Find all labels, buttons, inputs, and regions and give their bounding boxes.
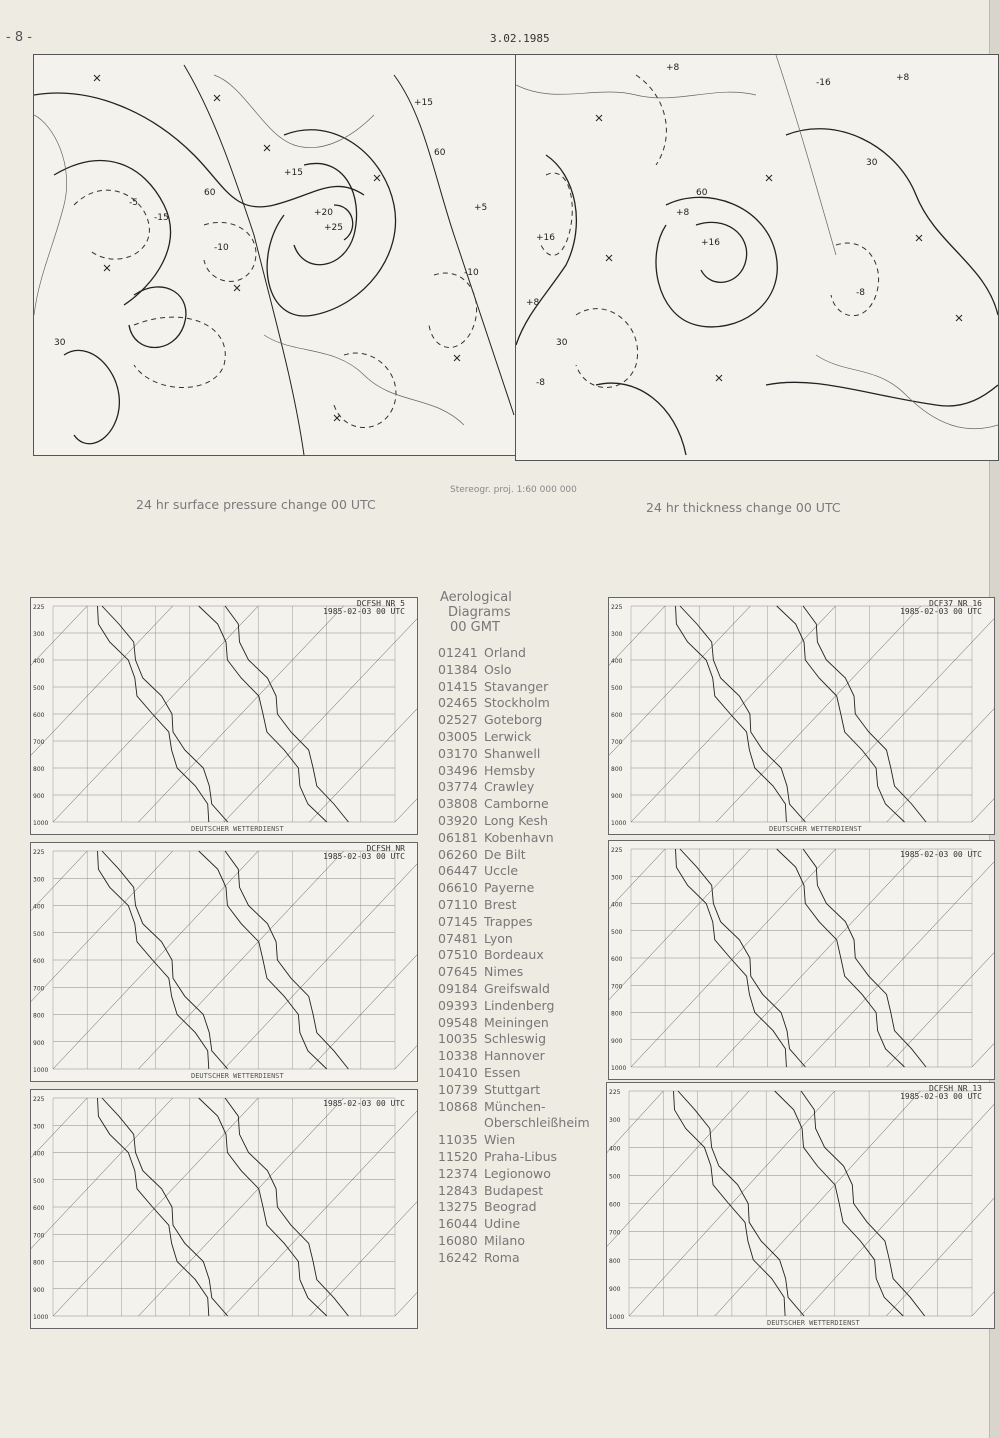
svg-text:900: 900	[611, 793, 623, 800]
page-number: - 8 -	[6, 30, 32, 45]
station-row	[426, 847, 596, 864]
station-name: De Bilt	[484, 846, 526, 862]
thickness-caption: 24 hr thickness change 00 UTC	[646, 500, 841, 515]
station-name: Long Kesh	[484, 812, 548, 828]
station-name: Trappes	[484, 913, 533, 929]
station-number: 12843	[438, 1182, 478, 1198]
svg-text:800: 800	[33, 766, 45, 773]
station-name: Meiningen	[484, 1014, 549, 1030]
station-row	[426, 897, 596, 914]
station-number: 10035	[438, 1031, 478, 1047]
aerological-diagram	[606, 1082, 995, 1329]
diagram-datetime: 1985-02-03 00 UTC	[900, 1092, 982, 1101]
surface-pressure-change-map	[33, 54, 517, 456]
station-row	[426, 779, 596, 796]
svg-text:225: 225	[33, 1096, 45, 1103]
svg-text:1000: 1000	[611, 820, 627, 827]
svg-text:400: 400	[33, 903, 45, 911]
legend-title-3: 00 GMT	[450, 620, 500, 635]
station-name: Stuttgart	[484, 1081, 541, 1097]
station-number: 07481	[438, 930, 478, 946]
svg-text:800: 800	[611, 1010, 623, 1018]
svg-text:700: 700	[611, 739, 623, 746]
station-name: Shanwell	[484, 745, 541, 761]
svg-text:700: 700	[609, 1229, 621, 1237]
svg-text:60: 60	[696, 188, 708, 198]
svg-text:+15: +15	[284, 168, 303, 178]
station-number: 11035	[438, 1132, 478, 1148]
svg-text:300: 300	[33, 876, 45, 884]
diagram-grid	[609, 841, 994, 1079]
station-name: Crawley	[484, 779, 535, 795]
svg-text:-10: -10	[214, 243, 229, 253]
svg-text:-15: -15	[154, 213, 169, 223]
station-row	[426, 964, 596, 981]
station-number: 10739	[438, 1081, 478, 1097]
aerological-diagram	[608, 597, 995, 835]
station-number: 02465	[438, 695, 478, 711]
station-number: 09548	[438, 1014, 478, 1030]
svg-text:500: 500	[611, 685, 623, 692]
svg-text:300: 300	[611, 631, 623, 638]
station-name: Beograd	[484, 1199, 537, 1215]
station-name: Legionowo	[484, 1165, 551, 1181]
station-number: 13275	[438, 1199, 478, 1215]
diagram-code: DCFSH NR 13	[929, 1084, 982, 1093]
station-row	[426, 1099, 596, 1116]
svg-text:+25: +25	[324, 223, 343, 233]
svg-text:900: 900	[33, 1039, 45, 1047]
svg-text:1000: 1000	[611, 1065, 627, 1072]
aerological-diagram	[30, 842, 418, 1082]
thickness-map-drawing	[516, 55, 998, 460]
station-row	[426, 1048, 596, 1065]
diagram-grid	[31, 598, 417, 834]
station-name: Camborne	[484, 796, 549, 812]
station-row	[426, 998, 596, 1015]
svg-text:900: 900	[33, 793, 45, 800]
station-name: Lyon	[484, 930, 513, 946]
diagram-footer: DEUTSCHER WETTERDIENST	[191, 1072, 284, 1080]
station-number: 03005	[438, 728, 478, 744]
diagram-footer: DEUTSCHER WETTERDIENST	[191, 825, 284, 833]
station-number: 01415	[438, 678, 478, 694]
station-row	[426, 931, 596, 948]
station-name: Oslo	[484, 661, 512, 677]
station-row	[426, 863, 596, 880]
pressure-map-drawing	[34, 55, 516, 455]
station-name: Hannover	[484, 1048, 545, 1064]
station-number: 03774	[438, 779, 478, 795]
svg-text:60: 60	[434, 148, 446, 158]
station-number: 02527	[438, 712, 478, 728]
station-row	[426, 830, 596, 847]
svg-text:600: 600	[33, 1205, 45, 1212]
station-name: Praha-Libus	[484, 1148, 558, 1164]
station-name: Hemsby	[484, 762, 536, 778]
station-list	[426, 645, 596, 1266]
projection-note: Stereogr. proj. 1:60 000 000	[450, 485, 577, 495]
station-number: 09393	[438, 997, 478, 1013]
station-name: Greifswald	[484, 980, 550, 996]
svg-text:30: 30	[556, 338, 568, 348]
svg-text:500: 500	[33, 930, 45, 938]
station-number: 03496	[438, 762, 478, 778]
svg-text:+8: +8	[666, 63, 680, 73]
station-row	[426, 813, 596, 830]
svg-text:400: 400	[33, 658, 45, 665]
svg-text:400: 400	[611, 901, 623, 909]
station-row	[426, 914, 596, 931]
svg-text:-16: -16	[816, 78, 831, 88]
station-row	[426, 746, 596, 763]
svg-text:1000: 1000	[609, 1314, 625, 1321]
station-number: 10868	[438, 1098, 478, 1114]
diagram-datetime: 1985-02-03 00 UTC	[900, 607, 982, 616]
station-number: 01241	[438, 645, 478, 660]
svg-text:800: 800	[611, 766, 623, 773]
surface-pressure-caption: 24 hr surface pressure change 00 UTC	[136, 497, 376, 512]
station-number: 09184	[438, 980, 478, 996]
station-row	[426, 1065, 596, 1082]
station-name: Wien	[484, 1132, 516, 1148]
station-number: 07110	[438, 896, 478, 912]
station-row	[426, 1233, 596, 1250]
station-name: Stockholm	[484, 695, 550, 711]
station-row	[426, 981, 596, 998]
diagram-datetime: 1985-02-03 00 UTC	[900, 850, 982, 859]
station-name: Brest	[484, 896, 517, 912]
svg-text:700: 700	[611, 983, 623, 991]
station-number: 06260	[438, 846, 478, 862]
svg-text:700: 700	[33, 739, 45, 746]
station-name: Stavanger	[484, 678, 549, 694]
station-name: Lindenberg	[484, 997, 555, 1013]
svg-text:225: 225	[33, 604, 45, 611]
svg-text:30: 30	[54, 338, 66, 348]
station-row	[426, 1183, 596, 1200]
svg-text:400: 400	[33, 1150, 45, 1158]
svg-text:600: 600	[611, 956, 623, 963]
station-row	[426, 1250, 596, 1267]
svg-text:800: 800	[609, 1257, 621, 1265]
diagram-code: DCF37 NR 16	[929, 599, 982, 608]
station-name: Payerne	[484, 880, 535, 896]
diagram-footer: DEUTSCHER WETTERDIENST	[769, 825, 862, 833]
svg-text:600: 600	[609, 1201, 621, 1209]
station-row	[426, 662, 596, 679]
svg-text:-5: -5	[129, 198, 138, 208]
svg-text:300: 300	[611, 874, 623, 882]
svg-text:1000: 1000	[33, 1314, 49, 1321]
page-date: 3.02.1985	[490, 32, 550, 45]
station-number: 16242	[438, 1249, 478, 1265]
station-name: Roma	[484, 1249, 520, 1265]
station-row	[426, 1166, 596, 1183]
aerological-legend	[426, 590, 596, 1266]
diagram-datetime: 1985-02-03 00 UTC	[323, 852, 405, 861]
station-name: Bordeaux	[484, 947, 544, 963]
svg-text:900: 900	[611, 1037, 623, 1045]
diagram-grid	[31, 1090, 417, 1328]
legend-title-2: Diagrams	[448, 605, 511, 620]
station-name: München-	[484, 1098, 546, 1114]
station-number: 07645	[438, 964, 478, 980]
svg-text:+16: +16	[536, 233, 555, 243]
svg-text:500: 500	[609, 1173, 621, 1181]
station-name: Schleswig	[484, 1031, 547, 1047]
station-name: Uccle	[484, 863, 519, 879]
station-row	[426, 729, 596, 746]
aerological-diagram	[30, 597, 418, 835]
station-number: 03808	[438, 796, 478, 812]
svg-text:225: 225	[611, 604, 623, 611]
svg-text:+20: +20	[314, 208, 333, 218]
station-row	[426, 763, 596, 780]
station-row	[426, 1015, 596, 1032]
svg-text:400: 400	[611, 658, 623, 665]
station-row	[426, 1132, 596, 1149]
svg-text:-8: -8	[536, 378, 545, 388]
svg-text:600: 600	[33, 712, 45, 719]
svg-text:600: 600	[33, 958, 45, 965]
station-number: 07510	[438, 947, 478, 963]
diagram-grid	[31, 843, 417, 1081]
diagram-code: DCFSH NR	[366, 844, 405, 853]
station-name: Udine	[484, 1216, 521, 1232]
station-row	[426, 1082, 596, 1099]
svg-text:800: 800	[33, 1259, 45, 1267]
svg-text:500: 500	[33, 685, 45, 692]
svg-text:500: 500	[33, 1177, 45, 1185]
station-row	[426, 679, 596, 696]
aerological-diagram	[30, 1089, 418, 1329]
svg-text:600: 600	[611, 712, 623, 719]
diagram-grid	[607, 1083, 994, 1328]
station-number: 16044	[438, 1216, 478, 1232]
station-name: Goteborg	[484, 712, 543, 728]
diagram-grid	[609, 598, 994, 834]
station-number: 01384	[438, 661, 478, 677]
station-number: 03170	[438, 745, 478, 761]
svg-text:-8: -8	[856, 288, 865, 298]
station-name: Essen	[484, 1064, 521, 1080]
station-name: Milano	[484, 1232, 525, 1248]
diagram-code: DCFSH NR 5	[356, 599, 405, 608]
svg-text:700: 700	[33, 985, 45, 993]
station-number: 03920	[438, 812, 478, 828]
svg-text:+16: +16	[701, 238, 720, 248]
svg-text:300: 300	[33, 1123, 45, 1131]
diagram-datetime: 1985-02-03 00 UTC	[323, 607, 405, 616]
station-number: 11520	[438, 1148, 478, 1164]
station-number: 12374	[438, 1165, 478, 1181]
diagram-footer: DEUTSCHER WETTERDIENST	[767, 1319, 860, 1327]
station-number: 16080	[438, 1232, 478, 1248]
station-row	[426, 796, 596, 813]
station-name: Lerwick	[484, 728, 532, 744]
thickness-change-map	[515, 54, 999, 461]
svg-text:900: 900	[609, 1285, 621, 1293]
station-number: 06610	[438, 880, 478, 896]
svg-text:800: 800	[33, 1012, 45, 1020]
svg-text:225: 225	[33, 849, 45, 856]
svg-text:+8: +8	[526, 298, 540, 308]
svg-text:225: 225	[609, 1089, 621, 1096]
svg-text:+8: +8	[676, 208, 690, 218]
svg-text:225: 225	[611, 847, 623, 854]
station-row	[426, 1216, 596, 1233]
station-row	[426, 1149, 596, 1166]
station-name: Nimes	[484, 964, 524, 980]
station-number: 10410	[438, 1064, 478, 1080]
station-row	[426, 712, 596, 729]
station-number: 10338	[438, 1048, 478, 1064]
station-name: Kobenhavn	[484, 829, 554, 845]
svg-text:300: 300	[33, 631, 45, 638]
svg-text:-10: -10	[464, 268, 479, 278]
station-number: 06181	[438, 829, 478, 845]
diagram-datetime: 1985-02-03 00 UTC	[323, 1099, 405, 1108]
svg-text:900: 900	[33, 1286, 45, 1294]
station-row	[426, 695, 596, 712]
svg-text:1000: 1000	[33, 1067, 49, 1074]
station-row	[426, 1031, 596, 1048]
svg-text:300: 300	[609, 1117, 621, 1125]
station-row	[426, 947, 596, 964]
station-row	[426, 645, 596, 662]
svg-text:500: 500	[611, 928, 623, 936]
svg-text:700: 700	[33, 1232, 45, 1240]
svg-text:+5: +5	[474, 203, 488, 213]
svg-text:400: 400	[609, 1145, 621, 1153]
station-name: Budapest	[484, 1182, 544, 1198]
station-name-continuation: Oberschleißheim	[484, 1115, 590, 1131]
svg-text:30: 30	[866, 158, 878, 168]
station-row	[426, 1199, 596, 1216]
station-name: Orland	[484, 645, 526, 660]
station-number: 06447	[438, 863, 478, 879]
svg-text:+15: +15	[414, 98, 433, 108]
station-row	[426, 880, 596, 897]
svg-text:+8: +8	[896, 73, 910, 83]
station-number: 07145	[438, 913, 478, 929]
legend-title-1: Aerological	[440, 590, 512, 605]
aerological-diagram	[608, 840, 995, 1080]
svg-text:1000: 1000	[33, 820, 49, 827]
svg-text:60: 60	[204, 188, 216, 198]
